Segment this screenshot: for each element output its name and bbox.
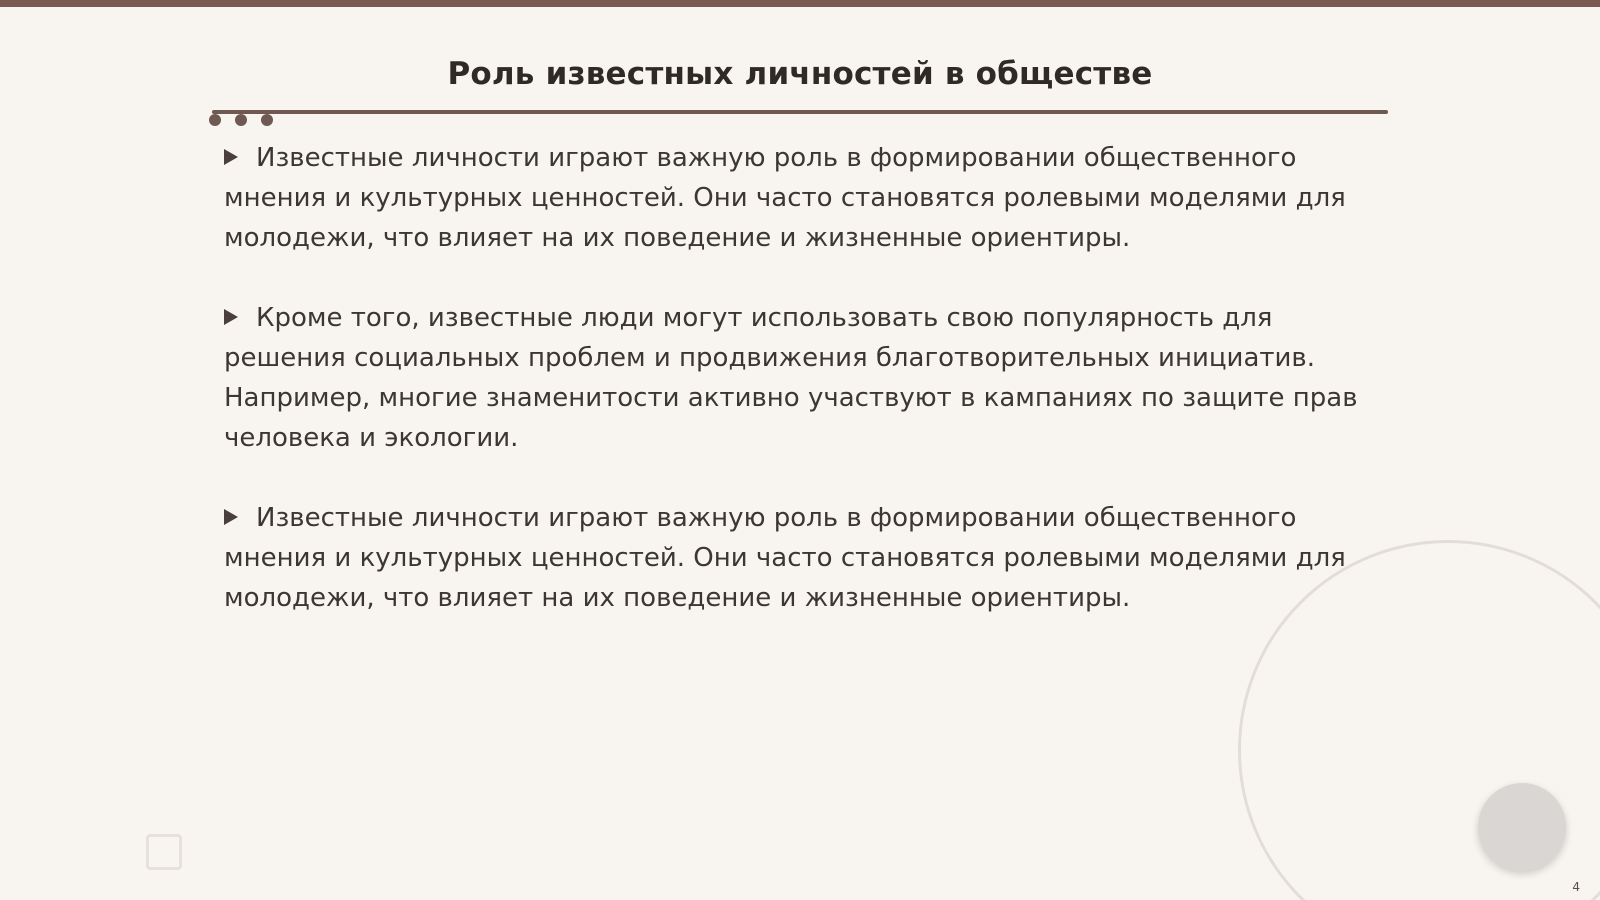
bullet-text: Известные личности играют важную роль в формировании общественного мнения и культурных ценностей. Они часто становятся ролевыми моделями для молодежи, что влияет на их поведение и жизненные ориентиры. (224, 503, 1346, 613)
slide-title: Роль известных личностей в обществе (447, 56, 1153, 92)
top-accent-bar (0, 0, 1600, 7)
page-number: 4 (1572, 880, 1580, 894)
triangle-right-icon (224, 149, 238, 165)
decorative-circle-disc (1478, 783, 1566, 871)
bullet-item (224, 138, 1374, 258)
triangle-right-icon (224, 309, 238, 325)
triangle-right-icon (224, 509, 238, 525)
slide-body (224, 138, 1374, 658)
rule-dot (235, 114, 247, 126)
bullet-text: Известные личности играют важную роль в формировании общественного мнения и культурных ценностей. Они часто становятся ролевыми моделями для молодежи, что влияет на их поведение и жизненные ориентиры. (224, 143, 1346, 253)
bullet-item (224, 298, 1374, 458)
rule-dot (261, 114, 273, 126)
decorative-square-outline (146, 834, 182, 870)
rule-dot (209, 114, 221, 126)
bullet-text: Кроме того, известные люди могут использовать свою популярность для решения социальных проблем и продвижения благотворительных инициатив. Например, многие знаменитости активно участвуют в кампаниях по защите прав человека и экологии. (224, 303, 1358, 453)
title-underline (212, 110, 1388, 114)
bullet-item (224, 498, 1374, 618)
